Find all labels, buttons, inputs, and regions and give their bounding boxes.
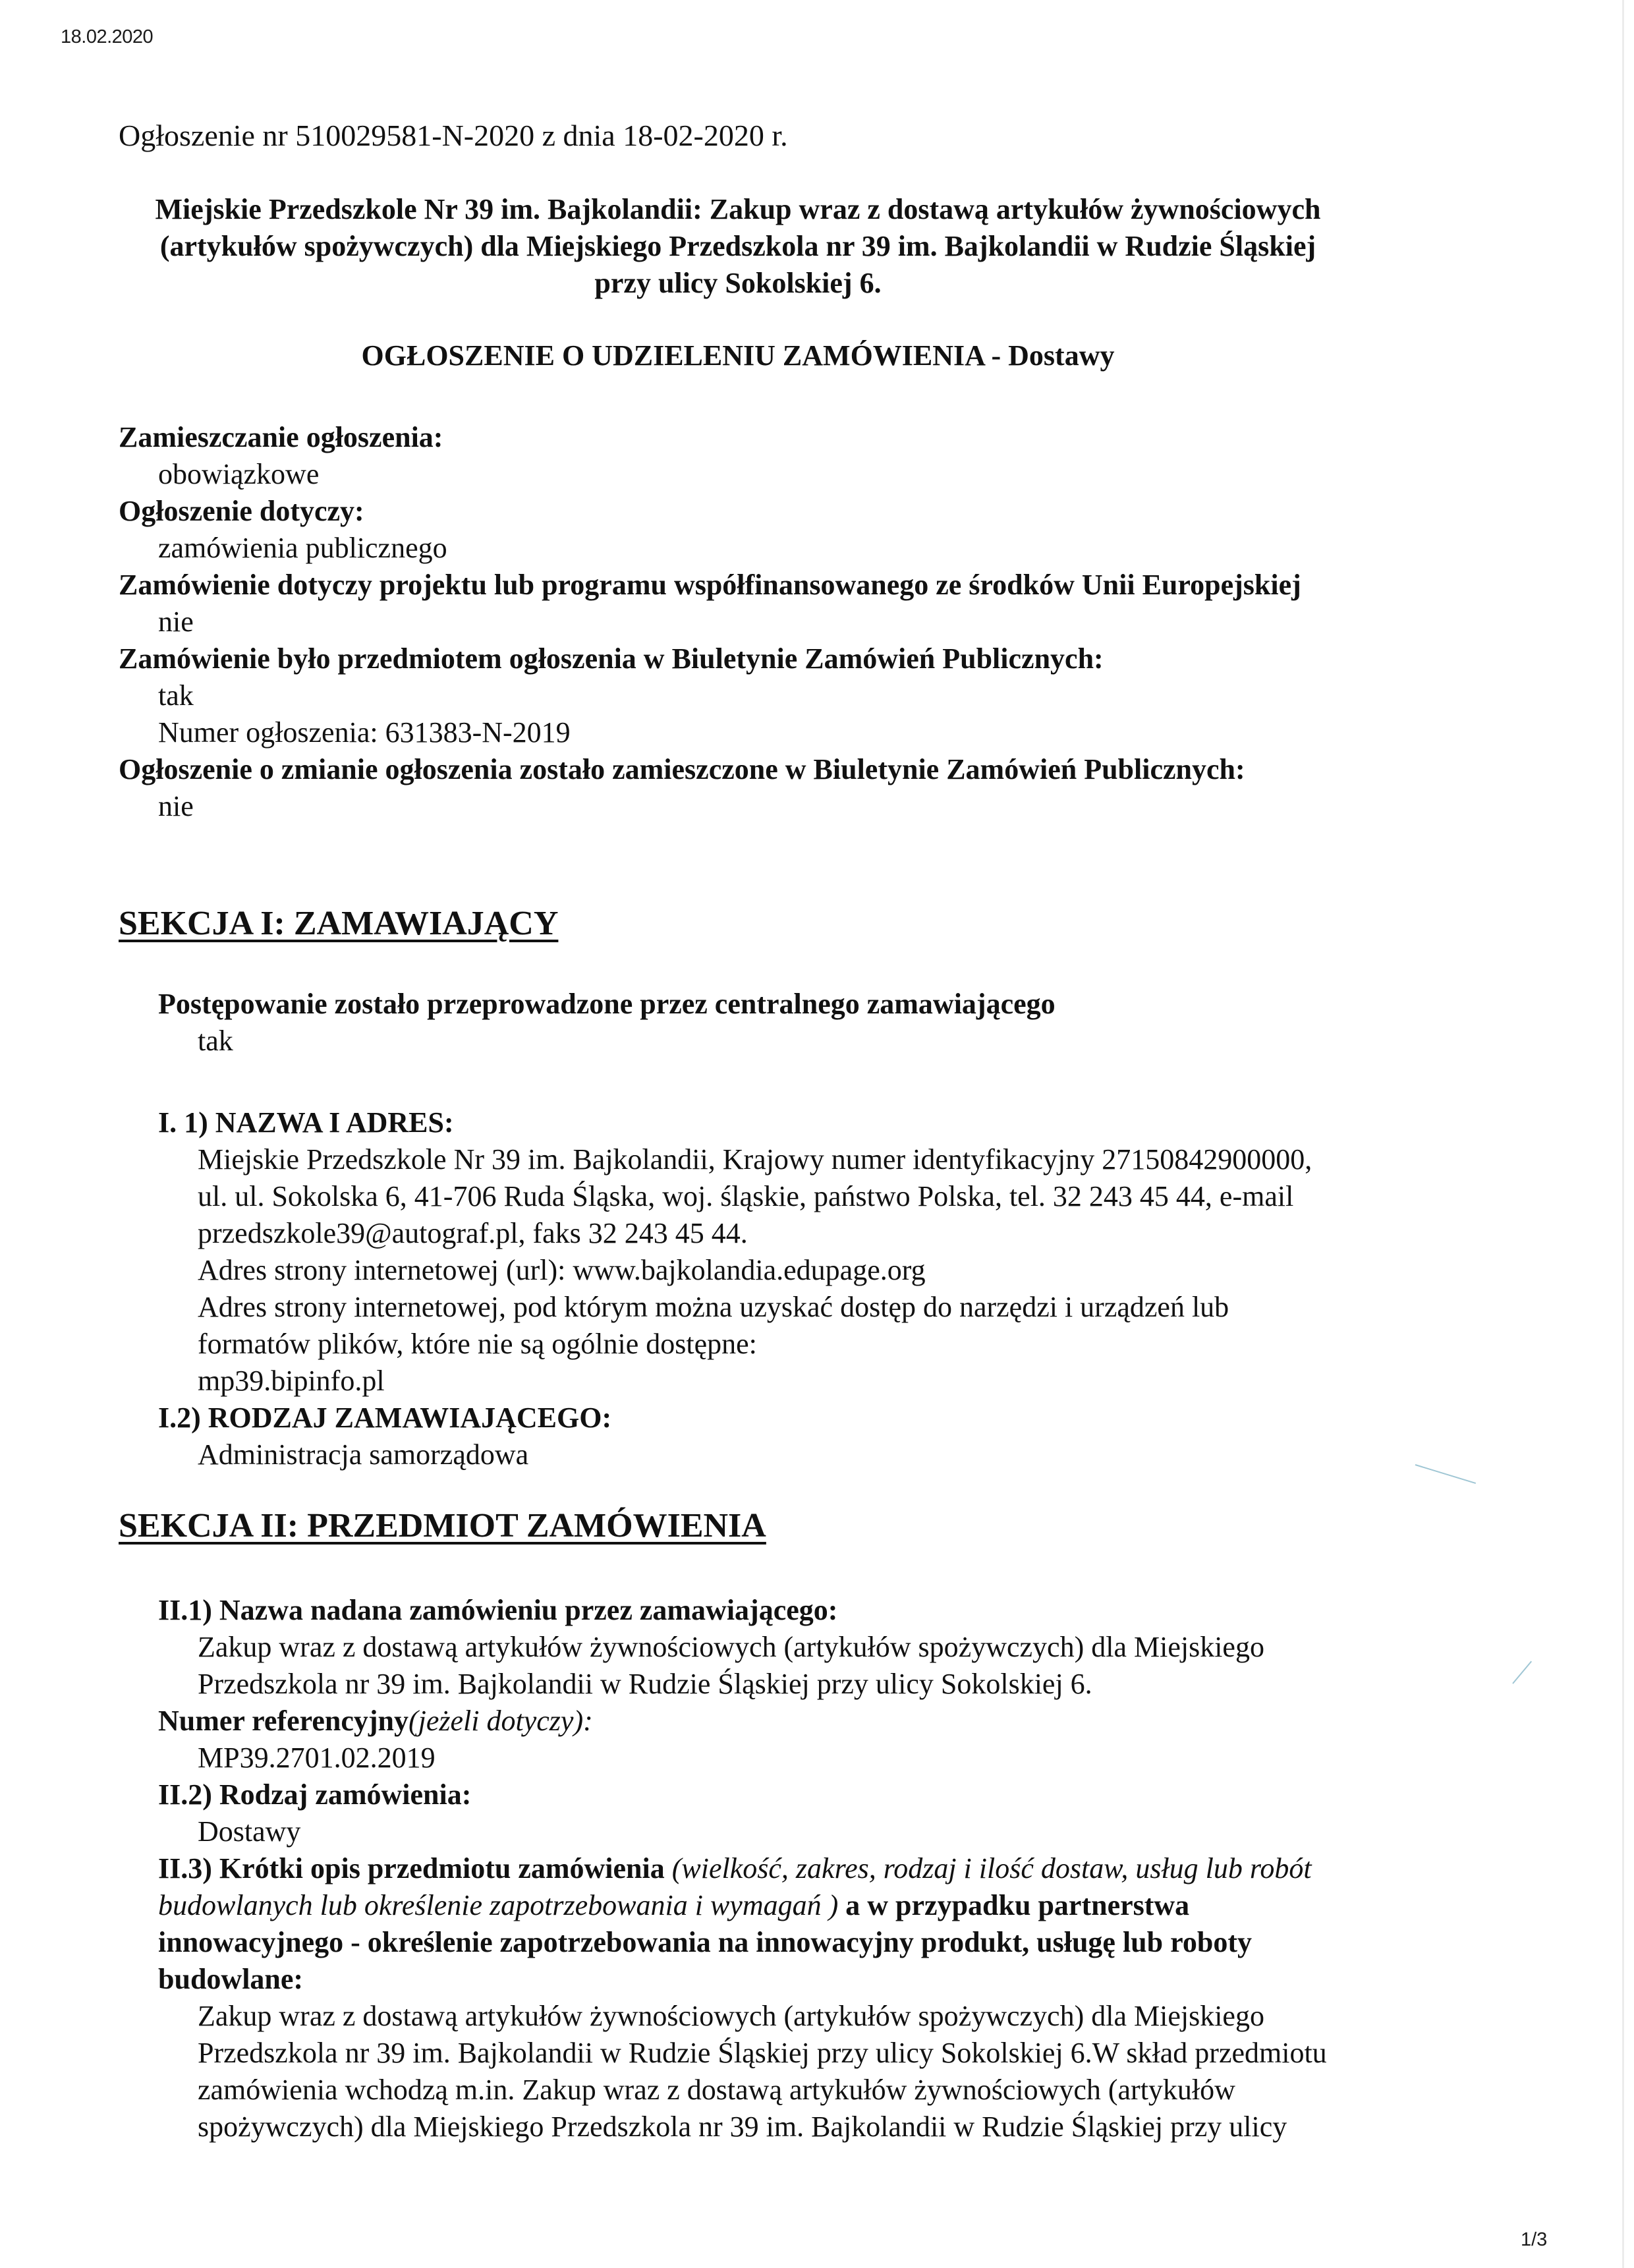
address-line: przedszkole39@autograf.pl, faks 32 243 45 44.: [198, 1217, 748, 1249]
description-line: spożywczych) dla Miejskiego Przedszkola nr 39 im. Bajkolandii w Rudzie Śląskiej przy ulicy: [198, 2111, 1287, 2143]
title-line: (artykułów spożywczych) dla Miejskiego Przedszkola nr 39 im. Bajkolandii w Rudzie Śląskiej: [159, 230, 1316, 262]
field-label: budowlane:: [158, 1963, 304, 1995]
field-value: Administracja samorządowa: [198, 1438, 529, 1471]
field-value: Dostawy: [198, 1815, 301, 1848]
field-value: nie: [158, 606, 194, 638]
field-label: Ogłoszenie dotyczy:: [119, 495, 364, 527]
field-value: tak: [198, 1025, 233, 1057]
field-value: Numer ogłoszenia: 631383-N-2019: [158, 716, 571, 749]
description-line: Przedszkola nr 39 im. Bajkolandii w Rudzie Śląskiej przy ulicy Sokolskiej 6.W skład przedmiotu: [198, 2037, 1327, 2069]
field-label: II.2) Rodzaj zamówienia:: [158, 1778, 472, 1811]
field-value: obowiązkowe: [158, 458, 320, 490]
field-label: II.1) Nazwa nadana zamówieniu przez zamawiającego:: [158, 1594, 838, 1626]
description-line: zamówienia wchodzą m.in. Zakup wraz z dostawą artykułów żywnościowych (artykułów: [198, 2074, 1235, 2106]
address-line: ul. ul. Sokolska 6, 41-706 Ruda Śląska, woj. śląskie, państwo Polska, tel. 32 243 45 44, e-mail: [198, 1180, 1294, 1212]
field-label: [158, 1850, 1312, 1887]
field-value: tak: [158, 679, 194, 712]
field-value: nie: [158, 790, 194, 822]
field-value: Zakup wraz z dostawą artykułów żywnościowych (artykułów spożywczych) dla Miejskiego: [198, 1631, 1264, 1663]
description-label: II.3) Krótki opis przedmiotu zamówienia: [158, 1852, 672, 1885]
scan-page-edge: [1622, 0, 1624, 2268]
field-label: Zamieszczanie ogłoszenia:: [119, 421, 443, 453]
field-label: Zamówienie dotyczy projektu lub programu współfinansowanego ze środków Unii Europejskiej: [119, 569, 1301, 601]
notice-type-heading: OGŁOSZENIE O UDZIELENIU ZAMÓWIENIA - Dostawy: [361, 339, 1115, 372]
notice-number: Ogłoszenie nr 510029581-N-2020 z dnia 18-02-2020 r.: [119, 119, 788, 152]
description-note: budowlanych lub określenie zapotrzebowania i wymagań ): [158, 1889, 839, 1921]
scan-pen-mark: [1415, 1464, 1476, 1484]
field-label: Postępowanie zostało przeprowadzone przez centralnego zamawiającego: [158, 988, 1056, 1020]
address-line: Adres strony internetowej (url): www.bajkolandia.edupage.org: [198, 1254, 926, 1286]
field-label: I.2) RODZAJ ZAMAWIAJĄCEGO:: [158, 1402, 612, 1434]
section-heading: SEKCJA I: ZAMAWIAJĄCY: [119, 905, 559, 942]
description-label: a w przypadku partnerstwa: [838, 1889, 1190, 1921]
section-heading: SEKCJA II: PRZEDMIOT ZAMÓWIENIA: [119, 1507, 766, 1545]
page-number: 1/3: [1521, 2229, 1548, 2250]
description-line: Zakup wraz z dostawą artykułów żywnościowych (artykułów spożywczych) dla Miejskiego: [198, 2000, 1264, 2032]
field-value: Przedszkola nr 39 im. Bajkolandii w Rudzie Śląskiej przy ulicy Sokolskiej 6.: [198, 1668, 1092, 1700]
field-label: [158, 1703, 593, 1740]
description-note: (wielkość, zakres, rodzaj i ilość dostaw, usług lub robót: [671, 1852, 1312, 1885]
field-label: Ogłoszenie o zmianie ogłoszenia zostało zamieszczone w Biuletynie Zamówień Publicznych:: [119, 753, 1245, 785]
address-line: mp39.bipinfo.pl: [198, 1365, 385, 1397]
field-label: innowacyjnego - określenie zapotrzebowania na innowacyjny produkt, usługę lub roboty: [158, 1926, 1252, 1958]
title-line: Miejskie Przedszkole Nr 39 im. Bajkolandii: Zakup wraz z dostawą artykułów żywnościowych: [155, 193, 1321, 225]
scan-pen-mark: [1512, 1661, 1532, 1684]
field-label: [158, 1887, 1189, 1924]
address-line: formatów plików, które nie są ogólnie dostępne:: [198, 1328, 757, 1360]
print-date: 18.02.2020: [61, 26, 154, 47]
reference-note: (jeżeli dotyczy):: [408, 1705, 593, 1737]
field-value: zamówienia publicznego: [158, 532, 447, 564]
field-label: I. 1) NAZWA I ADRES:: [158, 1106, 454, 1139]
field-label: Zamówienie było przedmiotem ogłoszenia w Biuletynie Zamówień Publicznych:: [119, 642, 1104, 675]
reference-number: MP39.2701.02.2019: [198, 1742, 436, 1774]
address-line: Miejskie Przedszkole Nr 39 im. Bajkolandii, Krajowy numer identyfikacyjny 27150842900000,: [198, 1143, 1312, 1176]
reference-label: Numer referencyjny: [158, 1705, 408, 1737]
title-line: przy ulicy Sokolskiej 6.: [594, 267, 882, 299]
address-line: Adres strony internetowej, pod którym można uzyskać dostęp do narzędzi i urządzeń lub: [198, 1291, 1229, 1323]
